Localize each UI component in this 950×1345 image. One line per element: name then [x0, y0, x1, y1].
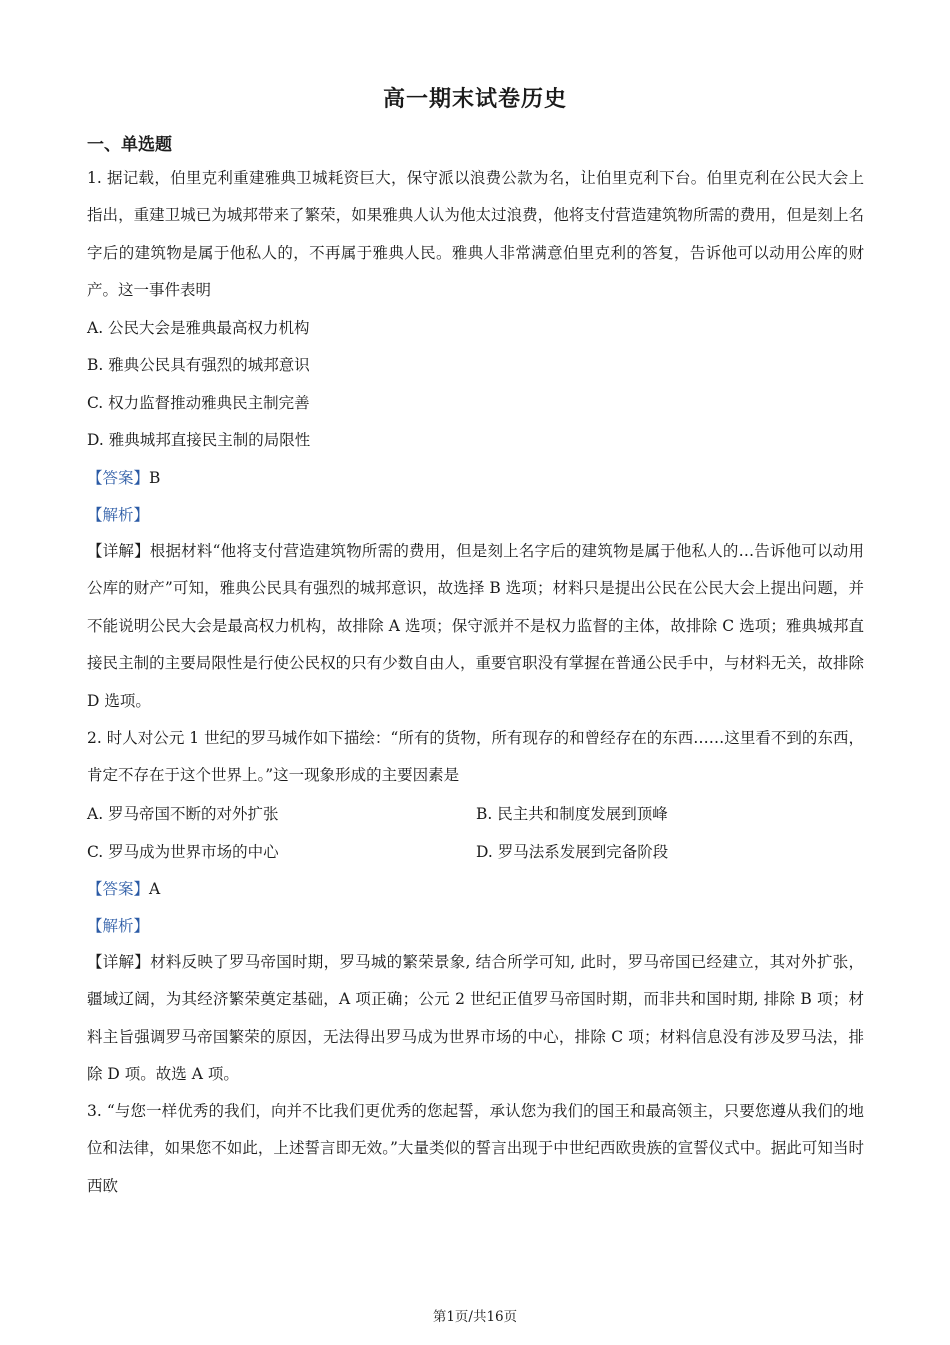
question-2-option-d: D. 罗马法系发展到完备阶段: [476, 843, 669, 861]
answer-tag: 【答案】: [87, 880, 150, 898]
page-title: 高一期末试卷历史: [382, 86, 567, 112]
question-3-stem: 3. “与您一样优秀的我们，向并不比我们更优秀的您起誓，承认您为我们的国王和最高领主，只要您遵从我们的地位和法律，如果您不如此，上述誓言即无效。”大量类似的誓言出现于中世纪西欧贵族的宣誓仪式中。据此可知当时西欧: [87, 1102, 864, 1195]
question-1-stem: 1. 据记载，伯里克利重建雅典卫城耗资巨大，保守派以浪费公款为名，让伯里克利下台。伯里克利在公民大会上指出，重建卫城已为城邦带来了繁荣，如果雅典人认为他太过浪费，他将支付营造建筑物所需的费用，但是刻上名字后的建筑物是属于他私人的，不再属于雅典人民。雅典人非常满意伯里克利的答复，告诉他可以动用公库的财产。这一事件表明: [87, 169, 864, 300]
analysis-tag: 【解析】: [87, 917, 150, 935]
question-2-option-b: B. 民主共和制度发展到顶峰: [476, 805, 668, 823]
question-1-option-b: B. 雅典公民具有强烈的城邦意识: [87, 356, 310, 374]
detail-tag: 【详解】: [87, 542, 150, 560]
question-2-analysis-tag: [87, 914, 149, 938]
question-1-option-d: D. 雅典城邦直接民主制的局限性: [87, 431, 311, 449]
analysis-tag: 【解析】: [87, 506, 150, 524]
answer-value: A: [149, 880, 161, 898]
detail-text: 根据材料“他将支付营造建筑物所需的费用，但是刻上名字后的建筑物是属于他私人的…告诉他可以动用公库的财产”可知，雅典公民具有强烈的城邦意识，故选择 B 选项；材料只是提出公民在公民大会上提出问题，并不能说明公民大会是最高权力机构，故排除 A 选项；保守派并不是权力监督的主体，故排除 C 选项；雅典城邦直接民主制的主要局限性是行使公民权的只有少数自由人，重要官职没有掌握在普通公民手中，与材料无关，故排除 D 选项。: [87, 542, 864, 710]
question-2-stem: 2. 时人对公元 1 世纪的罗马城作如下描绘：“所有的货物，所有现存的和曾经存在的东西……这里看不到的东西，肯定不存在于这个世界上。”这一现象形成的主要因素是: [87, 729, 864, 785]
question-2-option-a: A. 罗马帝国不断的对外扩张: [87, 805, 279, 823]
question-1-option-a: A. 公民大会是雅典最高权力机构: [87, 319, 310, 337]
question-2-detail: [87, 944, 864, 1094]
question-1-analysis-tag: [87, 503, 149, 527]
question-2-option-c: C. 罗马成为世界市场的中心: [87, 843, 279, 861]
page-footer: 第1页/共16页: [432, 1309, 518, 1325]
question-1-option-c: C. 权力监督推动雅典民主制完善: [87, 394, 310, 412]
section-heading: 一、单选题: [87, 135, 172, 155]
question-1-detail: [87, 533, 864, 720]
answer-value: B: [149, 469, 161, 487]
question-1-answer: [87, 466, 160, 490]
question-2-answer: [87, 877, 160, 901]
detail-tag: 【详解】: [87, 953, 151, 971]
detail-text: 材料反映了罗马帝国时期，罗马城的繁荣景象, 结合所学可知, 此时，罗马帝国已经建立，其对外扩张，疆域辽阔，为其经济繁荣奠定基础，A 项正确；公元 2 世纪正值罗马帝国时期，而非共和国时期, 排除 B 项；材料主旨强调罗马帝国繁荣的原因，无法得出罗马成为世界市场的中心，排除 C 项；材料信息没有涉及罗马法，排除 D 项。故选 A 项。: [87, 953, 864, 1084]
answer-tag: 【答案】: [87, 469, 150, 487]
